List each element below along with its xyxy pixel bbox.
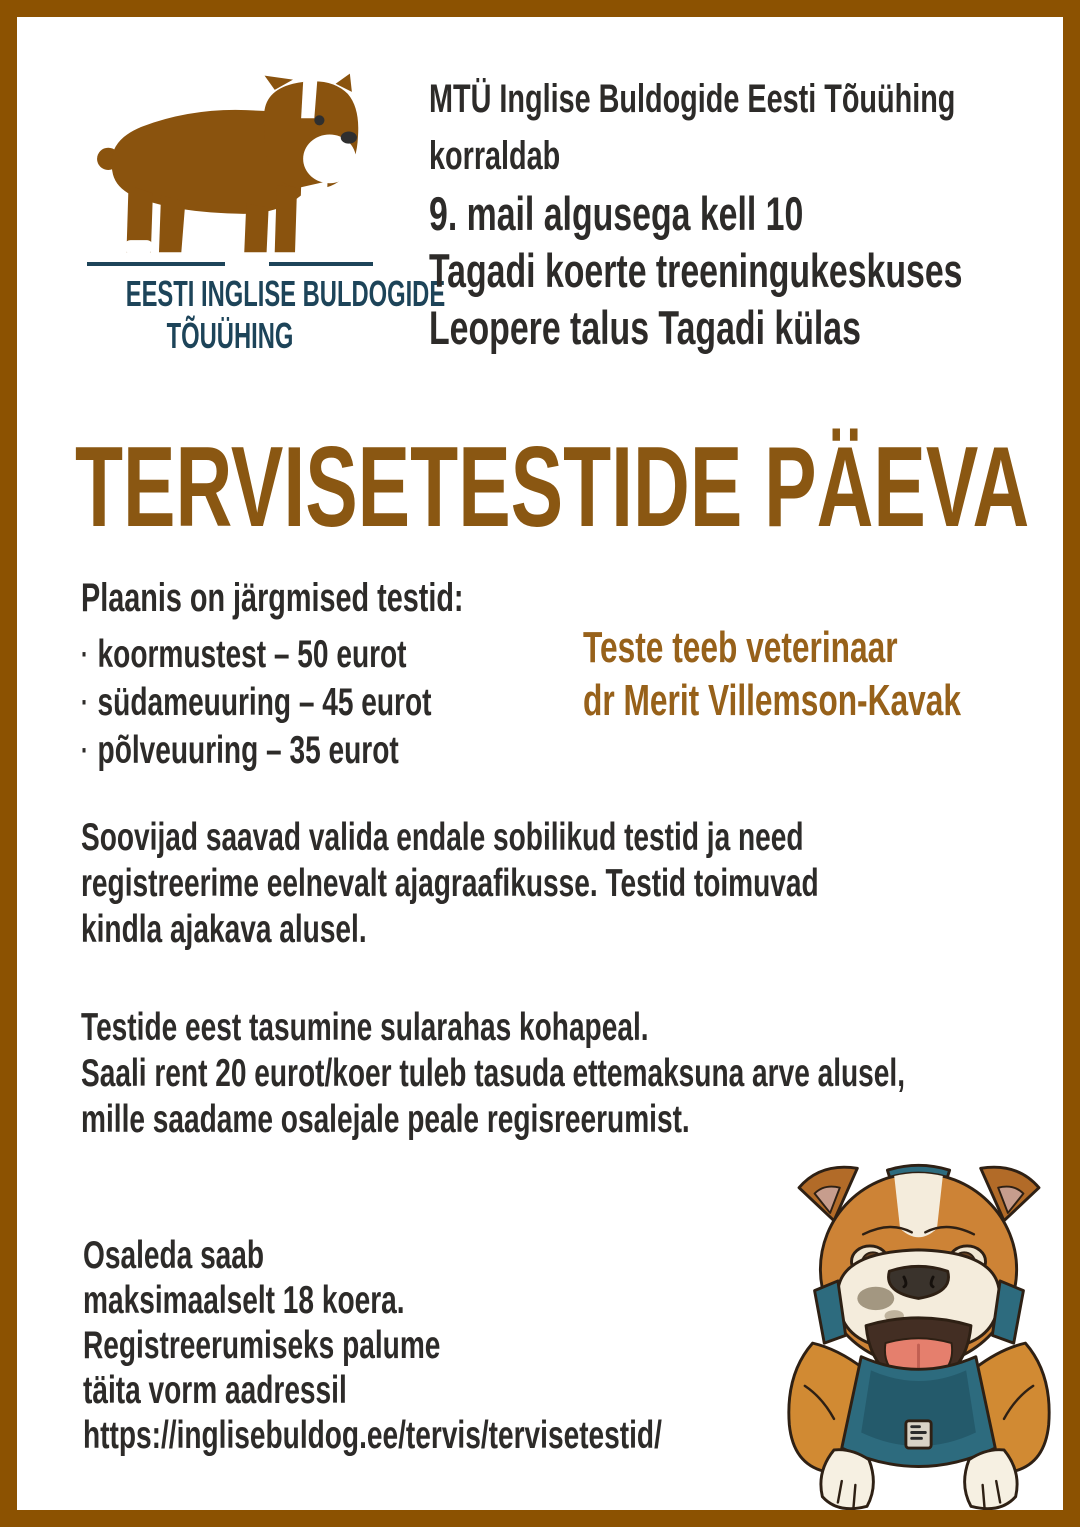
event-venue-1: Tagadi koerte treeningukeskuses [429,244,963,297]
payment-paragraph [81,1005,1080,1143]
test-item-label: koormustest – 50 eurot [97,633,407,676]
registration-line: maksimaalselt 18 koera. [83,1279,405,1322]
paragraph-line: Testide eest tasumine sularahas kohapeal. [81,1006,649,1049]
tests-list [81,573,612,775]
poster-title [75,424,1080,551]
organizer-line-2: korraldab [429,134,561,178]
event-datetime: 9. mail algusega kell 10 [429,187,804,240]
paragraph-line: Soovijad saavad valida endale sobilikud testid ja need [81,816,804,859]
logo-divider-right [269,262,373,266]
event-venue-2: Leopere talus Tagadi külas [429,301,861,354]
selection-paragraph [81,815,1080,953]
test-item-label: südameuuring – 45 eurot [97,681,432,724]
bullet-icon: · [81,734,89,767]
paragraph-line: mille saadame osalejale peale regisreerumist. [81,1098,690,1141]
registration-url: https://inglisebuldog.ee/tervis/tervisetestid/ [83,1414,662,1457]
vet-note-line-1: Teste teeb veterinaar [583,623,898,672]
event-header [429,71,1069,356]
club-logo [72,73,446,368]
paragraph-line: kindla ajakava alusel. [81,908,367,951]
club-name-line1: EESTI INGLISE BULDOGIDE [125,273,446,314]
registration-info [83,1233,887,1458]
registration-line: Osaleda saab [83,1234,265,1277]
registration-line: täita vorm aadressil [83,1369,347,1412]
test-item [81,727,464,775]
poster-title-text: TERVISETESTIDE PÄEVA [75,424,1030,551]
tests-heading: Plaanis on järgmised testid: [81,576,464,620]
paragraph-line: registreerime eelnevalt ajagraafikusse. Testid toimuvad [81,862,819,905]
bulldog-illustration [773,1143,1065,1517]
bullet-icon: · [81,638,89,671]
club-name-line2: TÕUÜHING [166,315,294,356]
paragraph-line: Saali rent 20 eurot/koer tuleb tasuda ettemaksuna arve alusel, [81,1052,906,1095]
logo-divider-left [87,262,225,266]
organizer-line-1: MTÜ Inglise Buldogide Eesti Tõuühing [429,77,956,121]
test-item [81,631,464,679]
bulldog-silhouette-icon [94,73,360,263]
test-item-label: põlveuuring – 35 eurot [97,729,399,772]
registration-line: Registreerumiseks palume [83,1324,441,1367]
test-item [81,679,464,727]
bullet-icon: · [81,686,89,719]
vet-note [583,621,1080,727]
vet-note-line-2: dr Merit Villemson-Kavak [583,676,961,725]
